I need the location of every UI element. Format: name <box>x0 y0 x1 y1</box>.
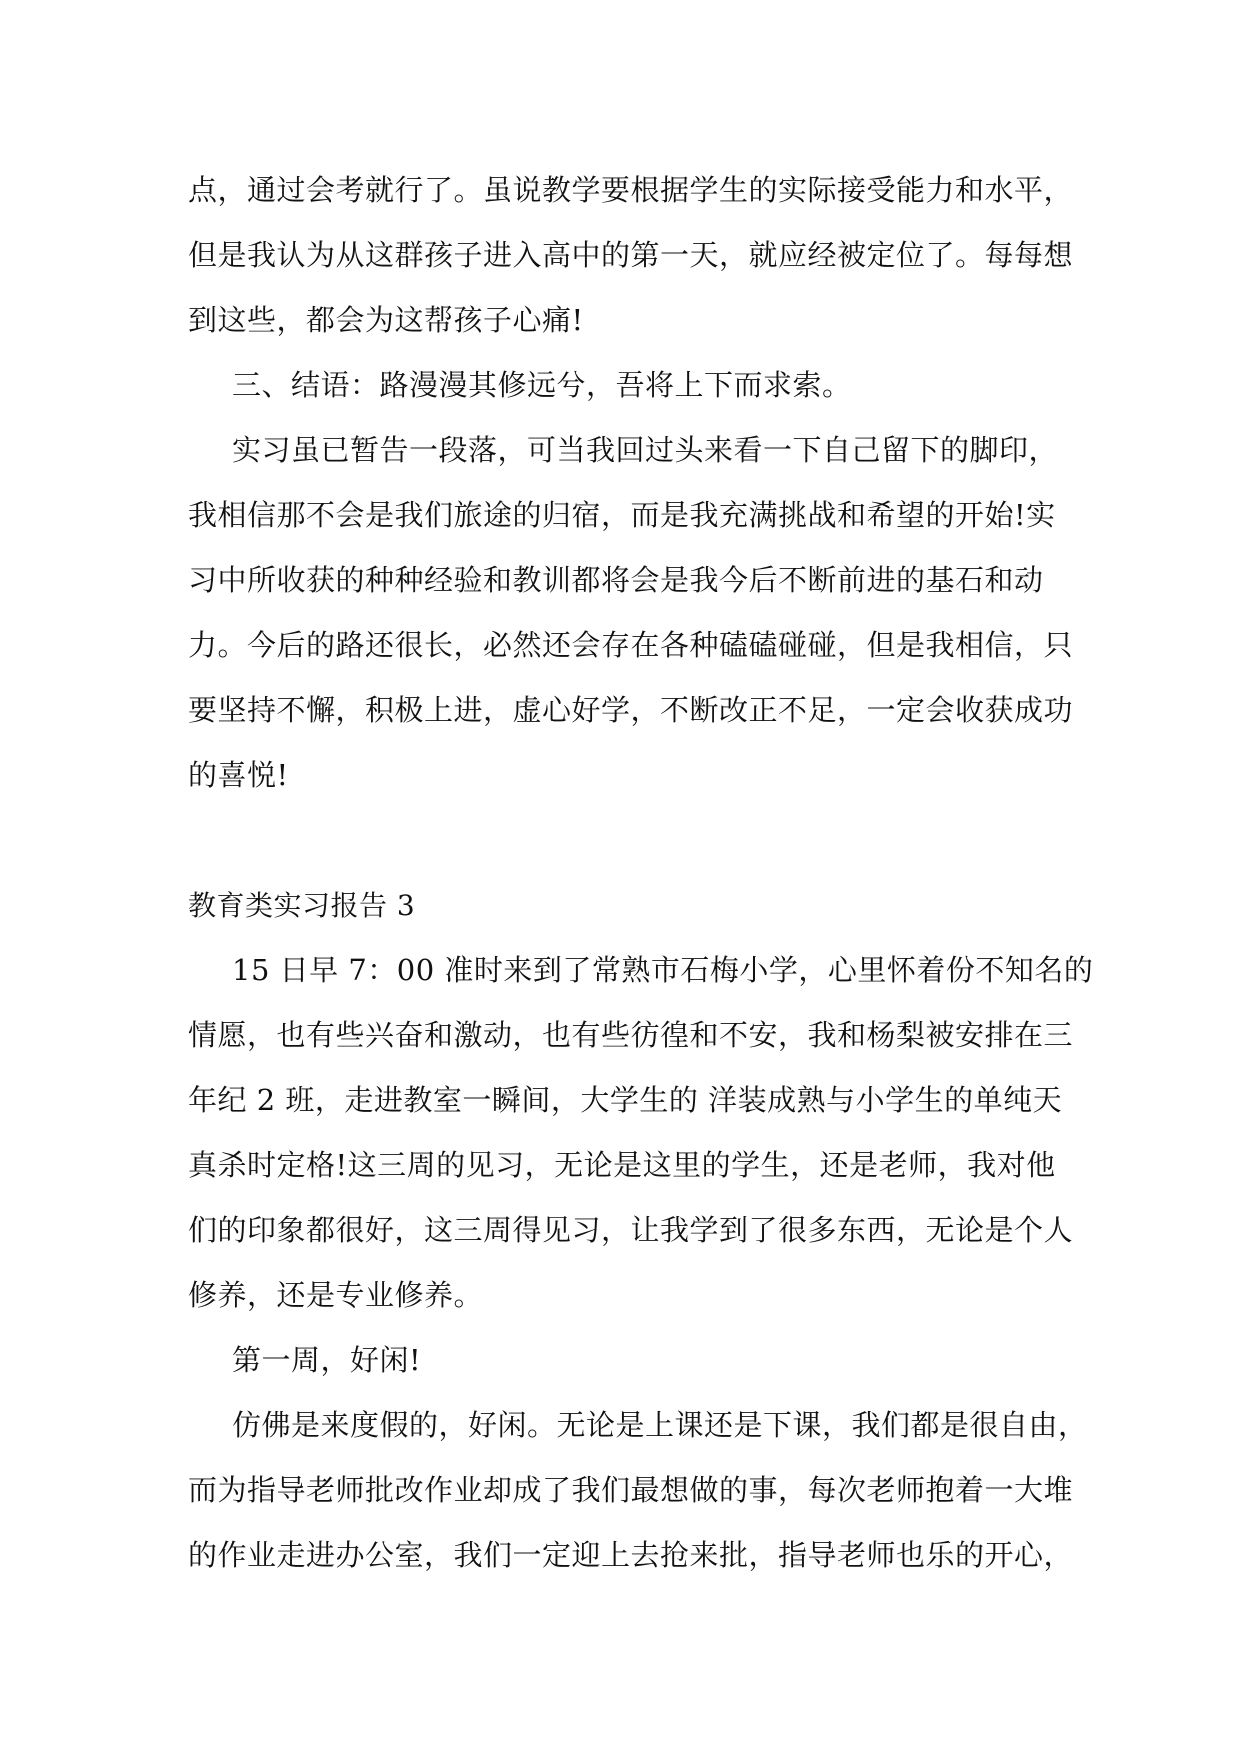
paragraph-line: 到这些，都会为这帮孩子心痛! <box>188 303 584 337</box>
paragraph-line: 但是我认为从这群孩子进入高中的第一天，就应经被定位了。每每想 <box>188 238 1074 272</box>
paragraph-line: 而为指导老师批改作业却成了我们最想做的事，每次老师抱着一大堆 <box>188 1473 1074 1507</box>
paragraph-line: 的作业走进办公室，我们一定迎上去抢来批，指导老师也乐的开心， <box>188 1538 1074 1572</box>
paragraph-line: 们的印象都很好，这三周得见习，让我学到了很多东西，无论是个人 <box>188 1213 1074 1247</box>
document-body <box>188 158 1094 1588</box>
paragraph-line: 力。今后的路还很长，必然还会存在各种磕磕碰碰，但是我相信，只 <box>188 628 1074 662</box>
paragraph-line: 修养，还是专业修养。 <box>188 1278 484 1312</box>
paragraph-line: 实习虽已暂告一段落，可当我回过头来看一下自己留下的脚印， <box>232 433 1059 467</box>
paragraph-line: 的喜悦! <box>188 758 289 792</box>
paragraph-line: 习中所收获的种种经验和教训都将会是我今后不断前进的基石和动 <box>188 563 1044 597</box>
paragraph-line: 点，通过会考就行了。虽说教学要根据学生的实际接受能力和水平， <box>188 173 1074 207</box>
week1-heading: 第一周，好闲! <box>232 1343 422 1377</box>
paragraph-line: 情愿，也有些兴奋和激动，也有些彷徨和不安，我和杨梨被安排在三 <box>188 1018 1074 1052</box>
paragraph-line: 15 日早 7：00 准时来到了常熟市石梅小学，心里怀着份不知名的 <box>232 953 1094 987</box>
paragraph-line: 要坚持不懈，积极上进，虚心好学，不断改正不足，一定会收获成功 <box>188 693 1074 727</box>
report-title: 教育类实习报告 3 <box>188 889 416 922</box>
paragraph-line: 真杀时定格!这三周的见习，无论是这里的学生，还是老师，我对他 <box>188 1148 1056 1182</box>
paragraph-line: 年纪 2 班，走进教室一瞬间，大学生的 洋装成熟与小学生的单纯天 <box>188 1083 1063 1117</box>
paragraph-line: 我相信那不会是我们旅途的归宿，而是我充满挑战和希望的开始!实 <box>188 498 1056 532</box>
conclusion-heading: 三、结语：路漫漫其修远兮，吾将上下而求索。 <box>232 368 852 402</box>
paragraph-line: 仿佛是来度假的，好闲。无论是上课还是下课，我们都是很自由， <box>232 1408 1088 1442</box>
section-spacer <box>188 808 1058 873</box>
